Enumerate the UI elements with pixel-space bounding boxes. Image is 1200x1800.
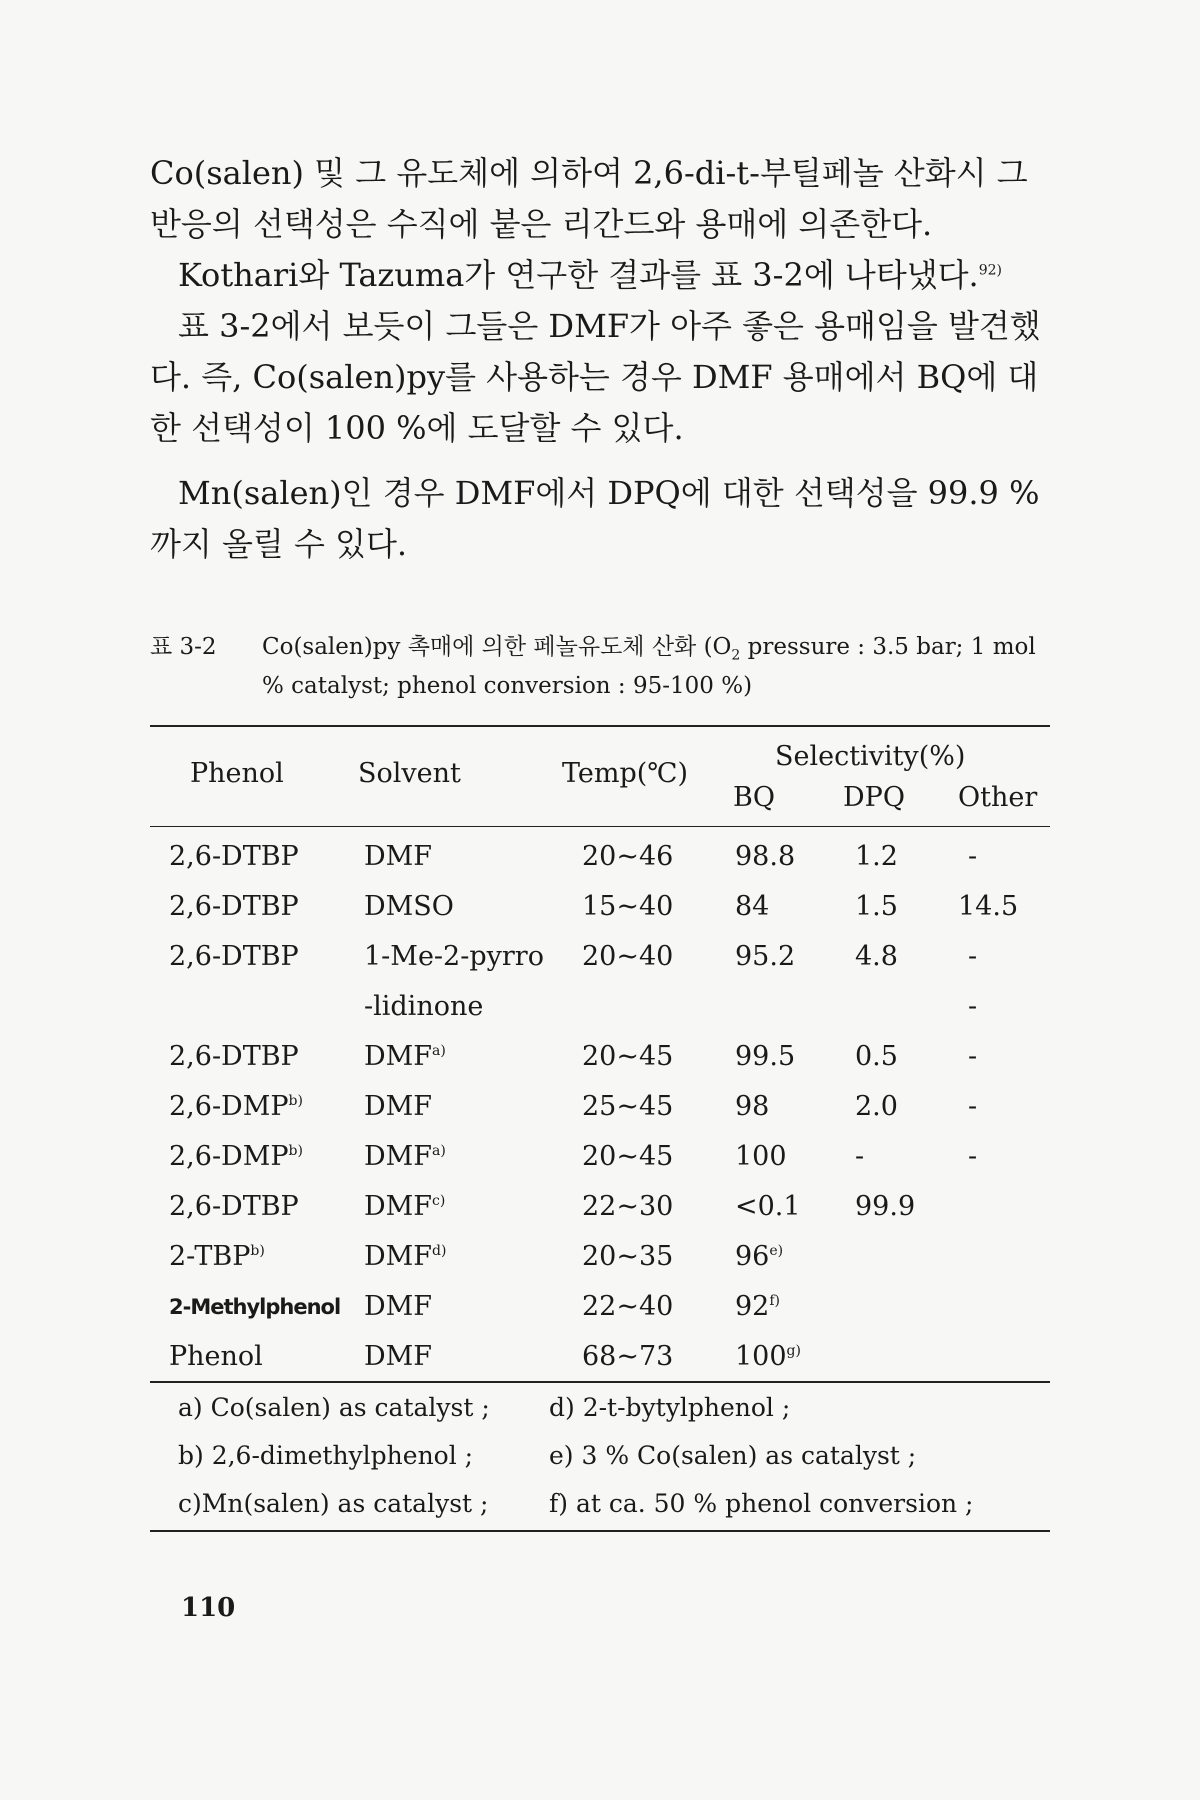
table-caption bbox=[150, 628, 1050, 706]
footnote-marker: g) bbox=[786, 1343, 801, 1359]
table-cell-temp: 22~40 bbox=[582, 1291, 674, 1322]
table-cell-dpq: 2.0 bbox=[855, 1091, 898, 1122]
header-phenol: Phenol bbox=[190, 758, 284, 789]
header-bq: BQ bbox=[733, 782, 775, 813]
table-cell-temp: 68~73 bbox=[582, 1341, 674, 1372]
footnote-marker: b) bbox=[288, 1143, 303, 1159]
table-cell-temp: 22~30 bbox=[582, 1191, 674, 1222]
footnote-marker: d) bbox=[432, 1243, 447, 1259]
table-cell-other: - bbox=[968, 1141, 978, 1172]
table-cell-other: - bbox=[968, 991, 978, 1022]
header-other: Other bbox=[958, 782, 1038, 813]
table-cell-phenol: 2,6-DTBP bbox=[169, 841, 299, 872]
table-cell-phenol: 2,6-DMP$^{b)}$ bbox=[169, 1141, 303, 1172]
table-cell-other: - bbox=[968, 941, 978, 972]
table-cell-temp: 20~45 bbox=[582, 1041, 674, 1072]
table-cell-solvent: 1-Me-2-pyrro bbox=[364, 941, 544, 972]
table-cell-phenol: 2-TBP$^{b)}$ bbox=[169, 1241, 265, 1272]
table-cell-temp: 20~45 bbox=[582, 1141, 674, 1172]
table-cell-solvent: DMF bbox=[364, 1091, 433, 1122]
table-cell-other: 14.5 bbox=[958, 891, 1019, 922]
table-cell-temp: 20~40 bbox=[582, 941, 674, 972]
page-number: 110 bbox=[181, 1593, 236, 1623]
footnote-right: d) 2-t-bytylphenol ; bbox=[549, 1393, 791, 1422]
table-cell-dpq: 0.5 bbox=[855, 1041, 898, 1072]
table-cell-solvent: DMF$^{a)}$ bbox=[364, 1041, 446, 1072]
table-cell-bq: <0.1 bbox=[735, 1191, 801, 1222]
table-cell-bq: 100 bbox=[735, 1141, 787, 1172]
paragraph-4: Mn(salen)인 경우 DMF에서 DPQ에 대한 선택성을 99.9 %까지 올릴 수 있다. bbox=[150, 474, 1040, 563]
table-cell-dpq: 4.8 bbox=[855, 941, 898, 972]
footnote-marker: b) bbox=[250, 1243, 265, 1259]
table-cell-solvent: DMF bbox=[364, 1341, 433, 1372]
header-selectivity: Selectivity(%) bbox=[775, 741, 966, 772]
footnote-left: b) 2,6-dimethylphenol ; bbox=[178, 1441, 474, 1470]
table-cell-bq: 84 bbox=[735, 891, 770, 922]
footnote-right: f) at ca. 50 % phenol conversion ; bbox=[549, 1489, 974, 1518]
body-text bbox=[150, 148, 1050, 570]
footnote-left: a) Co(salen) as catalyst ; bbox=[178, 1393, 490, 1422]
table-caption-text: Co(salen)py 촉매에 의한 페놀유도체 산화 ($O_2$ pressure : 3.5 bar; 1 mol % catalyst; phenol conversion : 95-100 %) bbox=[262, 634, 1036, 699]
table-cell-dpq: - bbox=[855, 1141, 865, 1172]
table-cell-bq: 98 bbox=[735, 1091, 770, 1122]
table-cell-other: - bbox=[968, 1041, 978, 1072]
footnote-marker: b) bbox=[288, 1093, 303, 1109]
table-cell-dpq: 1.5 bbox=[855, 891, 898, 922]
table-cell-phenol: 2,6-DTBP bbox=[169, 891, 299, 922]
table-cell-bq: 100$^{g)}$ bbox=[735, 1341, 801, 1372]
table-cell-phenol: 2,6-DTBP bbox=[169, 1191, 299, 1222]
footnote-marker: f) bbox=[769, 1293, 781, 1309]
table-top-rule bbox=[150, 725, 1050, 727]
footnote-marker: a) bbox=[432, 1043, 446, 1059]
table-cell-dpq: 99.9 bbox=[855, 1191, 916, 1222]
header-rule bbox=[150, 826, 1050, 827]
table-cell-temp: 25~45 bbox=[582, 1091, 674, 1122]
table-cell-solvent: DMF bbox=[364, 1291, 433, 1322]
footnote-right: e) 3 % Co(salen) as catalyst ; bbox=[549, 1441, 917, 1470]
paragraph-2 bbox=[150, 250, 1050, 301]
footnote-marker: e) bbox=[769, 1243, 784, 1259]
table-bottom-rule bbox=[150, 1381, 1050, 1383]
paragraph-1: Co(salen) 및 그 유도체에 의하여 2,6-di-t-부틸페놀 산화시 그 반응의 선택성은 수직에 붙은 리간드와 용매에 의존한다. bbox=[150, 154, 1028, 243]
footnote-bottom-rule bbox=[150, 1530, 1050, 1532]
table-cell-solvent: -lidinone bbox=[364, 991, 484, 1022]
table-cell-phenol: 2,6-DTBP bbox=[169, 1041, 299, 1072]
table-cell-temp: 20~35 bbox=[582, 1241, 674, 1272]
table-cell-bq: 96$^{e)}$ bbox=[735, 1241, 784, 1272]
table-cell-bq: 98.8 bbox=[735, 841, 796, 872]
paragraph-3: 표 3-2에서 보듯이 그들은 DMF가 아주 좋은 용매임을 발견했다. 즉, Co(salen)py를 사용하는 경우 DMF 용매에서 BQ에 대한 선택성이 100 %에 도달할 수 있다. bbox=[150, 307, 1041, 447]
table-cell-phenol: Phenol bbox=[169, 1341, 263, 1372]
table-cell-phenol: 2-Methylphenol bbox=[169, 1295, 341, 1319]
table-cell-temp: 15~40 bbox=[582, 891, 674, 922]
paragraph-2-text: Kothari와 Tazuma가 연구한 결과를 표 3-2에 나타냈다. bbox=[178, 256, 979, 294]
table-cell-bq: 92$^{f)}$ bbox=[735, 1291, 781, 1322]
header-dpq: DPQ bbox=[843, 782, 905, 813]
table-cell-phenol: 2,6-DTBP bbox=[169, 941, 299, 972]
table-cell-other: - bbox=[968, 841, 978, 872]
table-cell-phenol: 2,6-DMP$^{b)}$ bbox=[169, 1091, 303, 1122]
table-label: 표 3-2 bbox=[150, 634, 217, 660]
table-cell-solvent: DMF$^{c)}$ bbox=[364, 1191, 446, 1222]
table-cell-dpq: 1.2 bbox=[855, 841, 898, 872]
footnote-left: c)Mn(salen) as catalyst ; bbox=[178, 1489, 489, 1518]
table-cell-bq: 95.2 bbox=[735, 941, 796, 972]
table-cell-temp: 20~46 bbox=[582, 841, 674, 872]
reference-superscript: 92) bbox=[978, 262, 1003, 279]
table-cell-solvent: DMSO bbox=[364, 891, 454, 922]
table-cell-other: - bbox=[968, 1091, 978, 1122]
table-cell-solvent: DMF$^{d)}$ bbox=[364, 1241, 447, 1272]
header-solvent: Solvent bbox=[358, 758, 461, 789]
table-cell-bq: 99.5 bbox=[735, 1041, 796, 1072]
header-temp: Temp(℃) bbox=[562, 758, 689, 789]
table-cell-solvent: DMF bbox=[364, 841, 433, 872]
table-cell-solvent: DMF$^{a)}$ bbox=[364, 1141, 446, 1172]
footnote-marker: a) bbox=[432, 1143, 446, 1159]
footnote-marker: c) bbox=[432, 1193, 446, 1209]
